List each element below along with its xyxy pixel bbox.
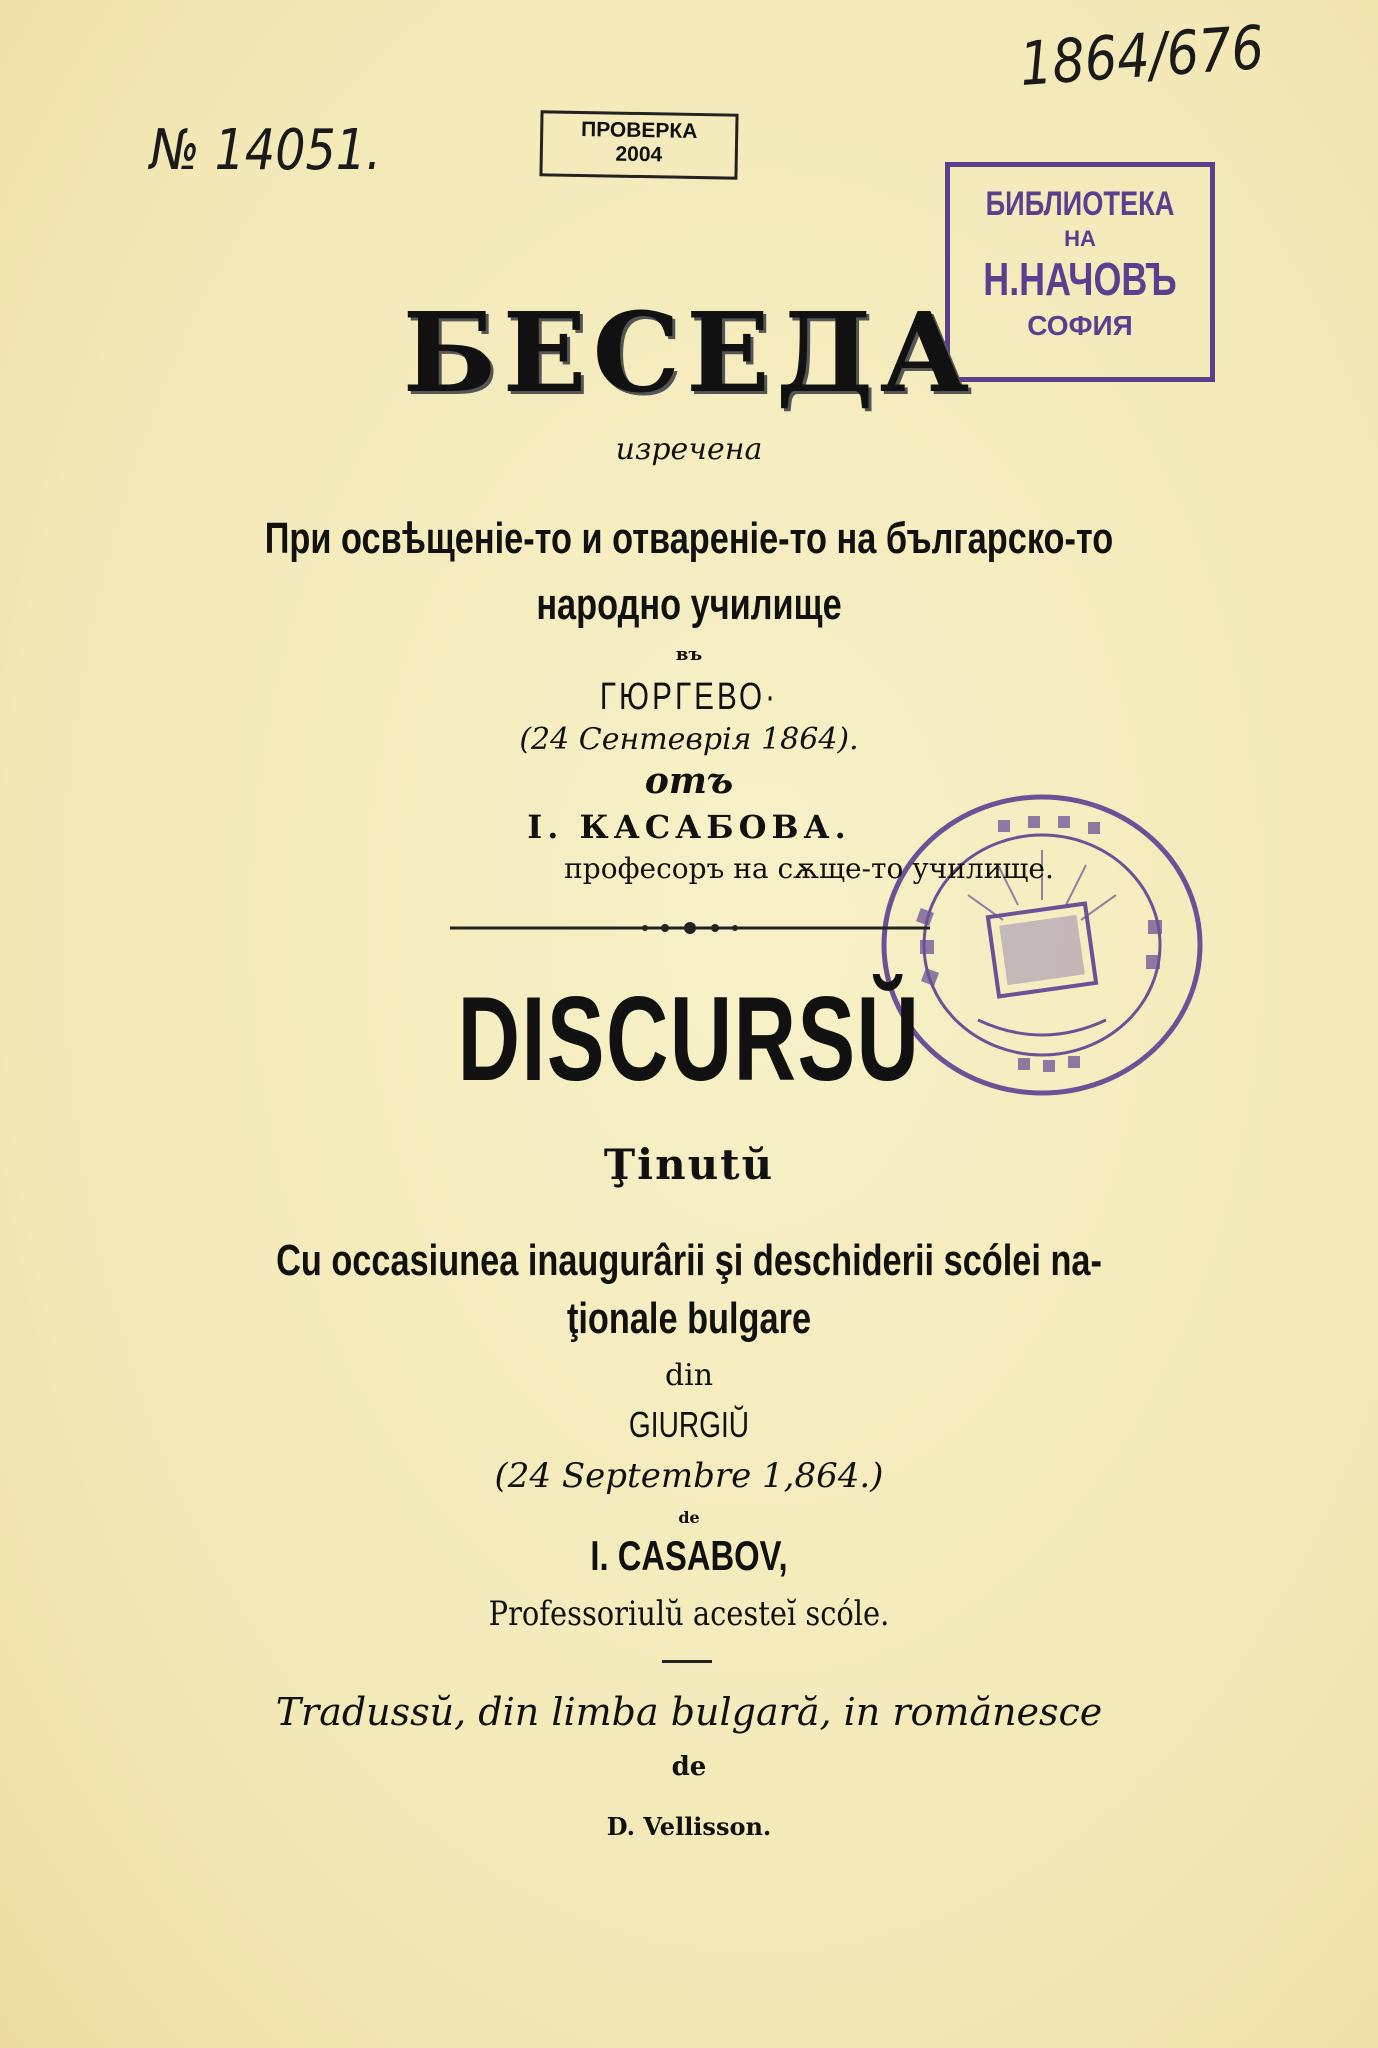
romanian-date: (24 Septembre 1,864.)	[494, 1456, 884, 1496]
library-stamp-line3: Н.НАЧОВЪ	[983, 253, 1177, 305]
translator-name: D. Vellisson.	[606, 1812, 772, 1841]
check-stamp	[539, 110, 738, 179]
bulgarian-date: (24 Сентеврія 1864).	[519, 722, 859, 757]
bulgarian-subtitle: изречена	[615, 432, 763, 467]
romanian-author-title: Professoriulŭ acesteĭ scóle.	[488, 1594, 890, 1634]
translation-note: Tradussŭ, din limba bulgară, in romănesce	[275, 1690, 1103, 1734]
bulgarian-author: I. КАСАБОВА.	[527, 808, 851, 846]
library-stamp-line2: НА	[1064, 226, 1096, 251]
handwritten-number: № 14051.	[150, 118, 382, 183]
bulgarian-author-title: професоръ на сѫще-то училище.	[564, 852, 1054, 885]
library-stamp-line4: СОФИЯ	[1027, 310, 1133, 341]
romanian-occasion-line1: Cu occasiunea inaugurârii şi deschiderii scólei na-	[276, 1236, 1102, 1285]
romanian-subtitle: Ţinutŭ	[603, 1140, 775, 1189]
check-stamp-line1: ПРОВЕРКА	[580, 117, 698, 144]
bulgarian-by: отъ	[644, 760, 734, 802]
bulgarian-preposition: въ	[675, 644, 703, 665]
library-stamp-line1: БИБЛИОТЕКА	[985, 185, 1175, 223]
romanian-preposition: din	[664, 1358, 714, 1393]
translation-by: de	[671, 1752, 707, 1782]
handwritten-catalog-number: 1864/676	[1017, 13, 1267, 100]
romanian-occasion-line2: ţionale bulgare	[566, 1294, 812, 1343]
bulgarian-occasion-line2: народно училище	[536, 580, 842, 629]
short-rule	[662, 1660, 712, 1663]
romanian-author: I. CASABOV,	[590, 1532, 788, 1579]
bulgarian-title: БЕСЕДА	[402, 288, 976, 417]
romanian-place: GIURGIŬ	[628, 1404, 750, 1445]
check-stamp-line2: 2004	[615, 142, 663, 167]
bulgarian-occasion-line1: При освѣщеніе-то и отвареніе-то на българско-то	[264, 514, 1114, 563]
romanian-title: DISCURSŬ	[457, 972, 921, 1106]
romanian-by: de	[678, 1508, 700, 1527]
ornamental-rule	[450, 918, 930, 938]
bulgarian-place: ГЮРГЕВО·	[599, 676, 779, 718]
